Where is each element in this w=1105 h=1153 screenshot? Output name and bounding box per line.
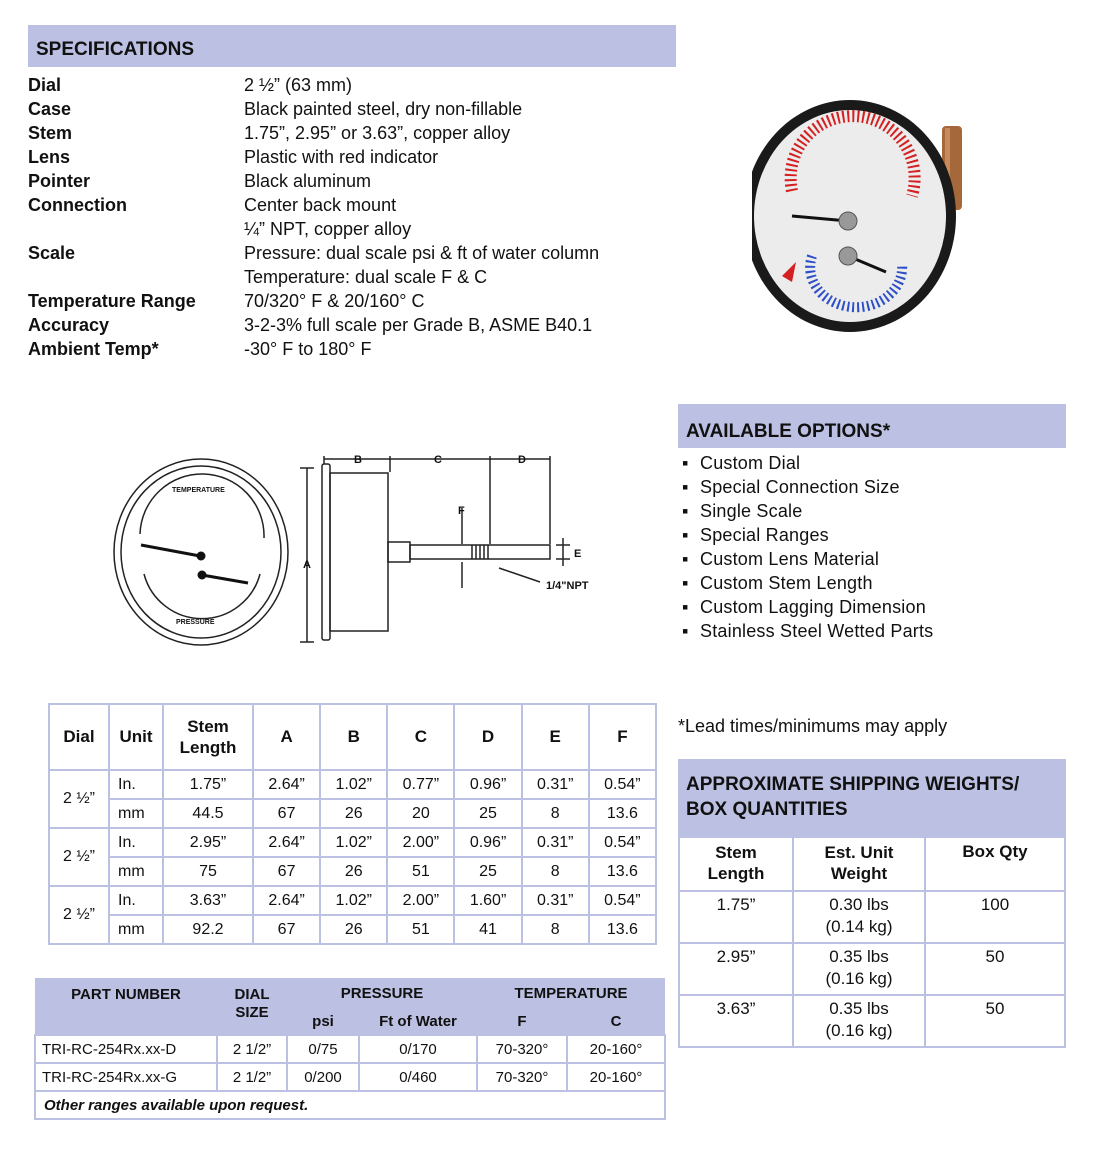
bullet-icon: ▪ (682, 597, 689, 617)
pressure-text: PRESSURE (176, 619, 215, 626)
option-item (678, 595, 1066, 619)
table-row (49, 828, 656, 857)
option-item (678, 547, 1066, 571)
bullet-icon: ▪ (682, 501, 689, 521)
col-dial-size-line1: DIAL (234, 986, 270, 1003)
spec-value: 2 ½” (63 mm) (244, 75, 353, 95)
table-cell: 51 (387, 915, 454, 944)
table-cell: 67 (253, 799, 320, 828)
ship-weight-lbs: 0.30 lbs (829, 895, 889, 914)
dimensions-table (48, 703, 657, 945)
spec-value: Temperature: dual scale F & C (244, 267, 488, 287)
table-cell: 2.00” (387, 828, 454, 857)
table-row (35, 1035, 665, 1063)
table-cell: mm (109, 915, 163, 944)
table-cell: 0.31” (522, 770, 589, 799)
table-cell: 67 (253, 857, 320, 886)
parts-note: Other ranges available upon request. (35, 1091, 665, 1119)
option-item (678, 451, 1066, 475)
bullet-icon: ▪ (682, 573, 689, 593)
spec-label (28, 265, 244, 289)
spec-row (28, 313, 676, 337)
table-cell: 2.95” (163, 828, 253, 857)
table-cell: 26 (320, 799, 387, 828)
col-psi: psi (287, 1008, 359, 1035)
spec-value: Plastic with red indicator (244, 147, 439, 167)
spec-value: 3-2-3% full scale per Grade B, ASME B40.1 (244, 315, 593, 335)
gauge-photo (752, 86, 992, 346)
table-cell: 70-320° (477, 1063, 567, 1091)
available-options-header: AVAILABLE OPTIONS* (678, 404, 1066, 448)
table-cell: 0.96” (454, 828, 521, 857)
ship-qty-cell: 50 (925, 943, 1065, 995)
ship-weight-kg: (0.16 kg) (825, 969, 893, 988)
table-row (49, 770, 656, 799)
table-cell: 70-320° (477, 1035, 567, 1063)
option-label: Special Ranges (700, 525, 829, 545)
spec-value: 70/320° F & 20/160° C (244, 291, 425, 311)
table-cell: 51 (387, 857, 454, 886)
specifications-list (28, 73, 676, 361)
shipping-header (678, 759, 1066, 836)
table-row (679, 995, 1065, 1047)
table-cell: 1.75” (163, 770, 253, 799)
dimensions-header-row (49, 704, 656, 770)
table-cell: 0.31” (522, 886, 589, 915)
spec-row (28, 145, 676, 169)
table-cell: In. (109, 886, 163, 915)
table-cell: 13.6 (589, 799, 656, 828)
table-cell: 0/75 (287, 1035, 359, 1063)
table-cell: 0/200 (287, 1063, 359, 1091)
spec-row (28, 193, 676, 217)
spec-value: Black aluminum (244, 171, 372, 191)
option-item (678, 523, 1066, 547)
table-cell: In. (109, 770, 163, 799)
dim-label-f: F (458, 505, 465, 517)
bullet-icon: ▪ (682, 453, 689, 473)
table-cell: 26 (320, 857, 387, 886)
col-unit: Unit (109, 704, 163, 770)
col-a: A (253, 704, 320, 770)
dimension-diagram (104, 448, 624, 658)
spec-row (28, 73, 676, 97)
col-dial-size-line2: SIZE (235, 1004, 269, 1021)
table-cell: 44.5 (163, 799, 253, 828)
spec-row (28, 217, 676, 241)
option-label: Custom Stem Length (700, 573, 873, 593)
col-d: D (454, 704, 521, 770)
col-stem-length (163, 704, 253, 770)
col-part-number: PART NUMBER (35, 978, 217, 1035)
dim-label-a: A (303, 559, 311, 571)
spec-value: 1.75”, 2.95” or 3.63”, copper alloy (244, 123, 511, 143)
col-temp-c: C (567, 1008, 665, 1035)
spec-row (28, 337, 676, 361)
table-cell: mm (109, 857, 163, 886)
table-cell: 2.00” (387, 886, 454, 915)
col-e: E (522, 704, 589, 770)
table-cell: TRI-RC-254Rx.xx-G (35, 1063, 217, 1091)
bullet-icon: ▪ (682, 549, 689, 569)
table-cell: 0/170 (359, 1035, 477, 1063)
spec-label: Pointer (28, 171, 91, 191)
col-f: F (589, 704, 656, 770)
dim-label-c: C (434, 454, 442, 466)
option-item (678, 475, 1066, 499)
table-cell: 0.77” (387, 770, 454, 799)
col-ship-stem-length (679, 837, 793, 891)
spec-value: Center back mount (244, 195, 397, 215)
dial-cell: 2 ½” (49, 828, 109, 886)
dim-label-d: D (518, 454, 526, 466)
dim-label-b: B (354, 454, 362, 466)
table-cell: 2.64” (253, 770, 320, 799)
table-cell: 0.54” (589, 770, 656, 799)
table-row (49, 886, 656, 915)
table-row (49, 857, 656, 886)
table-row (679, 891, 1065, 943)
col-ship-box-qty: Box Qty (925, 837, 1065, 891)
table-cell: 41 (454, 915, 521, 944)
option-label: Custom Lagging Dimension (700, 597, 926, 617)
spec-label: Case (28, 99, 72, 119)
temperature-text: TEMPERATURE (172, 487, 225, 494)
dial-cell: 2 ½” (49, 886, 109, 944)
table-cell: 3.63” (163, 886, 253, 915)
part-number-table (34, 978, 666, 1120)
bullet-icon: ▪ (682, 525, 689, 545)
bullet-icon: ▪ (682, 621, 689, 641)
table-cell: 2 1/2” (217, 1035, 287, 1063)
shipping-title-line1: APPROXIMATE SHIPPING WEIGHTS/ (686, 774, 1020, 795)
option-item (678, 619, 1066, 643)
shipping-table (678, 836, 1066, 1048)
spec-label: Dial (28, 75, 62, 95)
ship-qty-cell: 100 (925, 891, 1065, 943)
col-b: B (320, 704, 387, 770)
table-cell: 67 (253, 915, 320, 944)
table-row (679, 943, 1065, 995)
table-cell: 1.60” (454, 886, 521, 915)
spec-label: Ambient Temp* (28, 339, 159, 359)
spec-value: Black painted steel, dry non-fillable (244, 99, 523, 119)
spec-label: Temperature Range (28, 291, 196, 311)
table-cell: 0.96” (454, 770, 521, 799)
option-label: Custom Lens Material (700, 549, 880, 569)
ship-weight-kg: (0.14 kg) (825, 917, 893, 936)
table-cell: 8 (522, 799, 589, 828)
col-pressure: PRESSURE (287, 978, 477, 1008)
table-cell: 0.54” (589, 828, 656, 857)
spec-label: Stem (28, 123, 73, 143)
col-ship-stem-length-text: Stem Length (707, 843, 765, 883)
col-ship-weight-text: Est. Unit Weight (824, 843, 894, 883)
table-cell: 8 (522, 915, 589, 944)
ship-weight-lbs: 0.35 lbs (829, 947, 889, 966)
table-cell: 26 (320, 915, 387, 944)
spec-label: Accuracy (28, 315, 110, 335)
option-item (678, 571, 1066, 595)
spec-row (28, 265, 676, 289)
option-label: Special Connection Size (700, 477, 900, 497)
ship-stem-cell: 1.75” (679, 891, 793, 943)
ship-stem-cell: 2.95” (679, 943, 793, 995)
spec-label: Scale (28, 243, 76, 263)
available-options-list (678, 451, 1066, 643)
table-cell: 2.64” (253, 886, 320, 915)
col-ship-weight (793, 837, 925, 891)
spec-row (28, 241, 676, 265)
table-cell: 13.6 (589, 915, 656, 944)
table-cell: 1.02” (320, 828, 387, 857)
spec-value: ¼” NPT, copper alloy (244, 219, 412, 239)
table-cell: 20-160° (567, 1035, 665, 1063)
table-cell: 20 (387, 799, 454, 828)
col-ft-water: Ft of Water (359, 1008, 477, 1035)
npt-label: 1/4"NPT (546, 580, 589, 592)
table-cell: 25 (454, 799, 521, 828)
col-temp-f: F (477, 1008, 567, 1035)
option-label: Single Scale (700, 501, 803, 521)
ship-weight-lbs: 0.35 lbs (829, 999, 889, 1018)
table-cell: 75 (163, 857, 253, 886)
dim-label-e: E (574, 548, 582, 560)
table-cell: 2 1/2” (217, 1063, 287, 1091)
table-cell: 1.02” (320, 770, 387, 799)
spec-label (28, 217, 244, 241)
ship-qty-cell: 50 (925, 995, 1065, 1047)
spec-value: Pressure: dual scale psi & ft of water column (244, 243, 600, 263)
table-cell: 20-160° (567, 1063, 665, 1091)
table-cell: mm (109, 799, 163, 828)
col-dial-size (217, 978, 287, 1035)
spec-label: Connection (28, 195, 127, 215)
col-c: C (387, 704, 454, 770)
table-cell: TRI-RC-254Rx.xx-D (35, 1035, 217, 1063)
spec-row (28, 289, 676, 313)
parts-note-row (35, 1091, 665, 1119)
option-item (678, 499, 1066, 523)
col-dial: Dial (49, 704, 109, 770)
table-cell: 8 (522, 857, 589, 886)
specifications-header: SPECIFICATIONS (28, 25, 676, 67)
col-stem-length-text: Stem Length (179, 717, 237, 757)
table-row (49, 799, 656, 828)
dial-cell: 2 ½” (49, 770, 109, 828)
table-cell: 2.64” (253, 828, 320, 857)
table-cell: 1.02” (320, 886, 387, 915)
table-cell: 0.54” (589, 886, 656, 915)
option-label: Custom Dial (700, 453, 801, 473)
col-temperature: TEMPERATURE (477, 978, 665, 1008)
table-cell: In. (109, 828, 163, 857)
table-cell: 13.6 (589, 857, 656, 886)
lead-times-note: *Lead times/minimums may apply (678, 716, 948, 736)
spec-row (28, 121, 676, 145)
spec-label: Lens (28, 147, 71, 167)
spec-row (28, 169, 676, 193)
table-cell: 25 (454, 857, 521, 886)
option-label: Stainless Steel Wetted Parts (700, 621, 934, 641)
table-row (49, 915, 656, 944)
ship-stem-cell: 3.63” (679, 995, 793, 1047)
table-cell: 0/460 (359, 1063, 477, 1091)
spec-value: -30° F to 180° F (244, 339, 372, 359)
ship-weight-kg: (0.16 kg) (825, 1021, 893, 1040)
table-cell: 0.31” (522, 828, 589, 857)
shipping-title-line2: BOX QUANTITIES (686, 799, 848, 820)
ship-weight-cell (793, 943, 925, 995)
spec-row (28, 97, 676, 121)
table-row (35, 1063, 665, 1091)
shipping-header-row (679, 837, 1065, 891)
ship-weight-cell (793, 891, 925, 943)
bullet-icon: ▪ (682, 477, 689, 497)
ship-weight-cell (793, 995, 925, 1047)
parts-header-row-1 (35, 978, 665, 1008)
table-cell: 92.2 (163, 915, 253, 944)
